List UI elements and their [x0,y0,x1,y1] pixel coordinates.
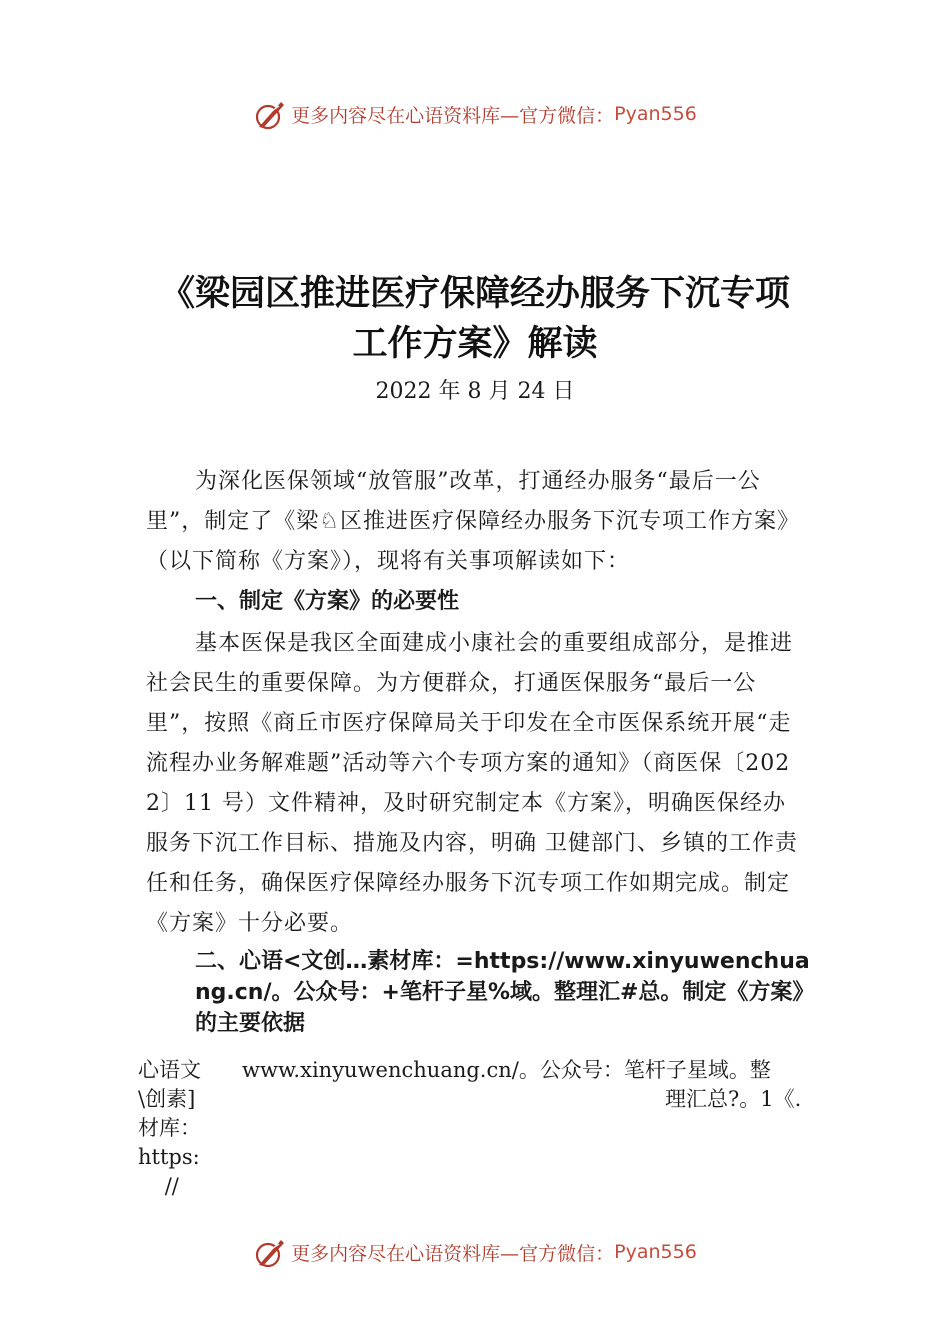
document-title-line-1: 《梁园区推进医疗保障经办服务下沉专项 [159,274,790,314]
watermark-banner-bottom [0,1232,950,1272]
quill-pen-icon [253,1235,287,1269]
section-1-heading: 一、制定《方案》的必要性 [195,589,460,614]
quill-pen-icon [253,97,287,131]
section-2-heading: 二、心语<文创…素材库：=https://www.xinyuwenchuang.cn/。公众号：+笔杆子星%域。整理汇#总。制定《方案》的主要依据 [195,949,815,1036]
watermark-fragment-right: 理汇总?。1《. [665,1087,802,1111]
document-title-line-2: 工作方案》解读 [352,324,598,364]
section-1-body: 基本医保是我区全面建成小康社会的重要组成部分，是推进社会民生的重要保障。为方便群众，打通医保服务“最后一公里”，按照《商丘市医疗保障局关于印发在全市医保系统开展“走流程办业务解难题”活动等六个专项方案的通知》（商医保〔2022〕11 号）文件精神，及时研究制定本《方案》，明确医保经办服务下沉工作目标、措施及内容，明确 卫健部门、乡镇的工作责任和任务，确保医疗保障经办服务下沉专项工作如期完成。制定《方案》十分必要。 [146,631,798,936]
banner-text: 更多内容尽在心语资料库—官方微信： [291,104,615,127]
watermark-fragment-middle: www.xinyuwenchuang.cn/。公众号：笔杆子星域。整 [242,1058,771,1082]
document-date: 2022 年 8 月 24 日 [375,379,575,404]
banner-handle: Pyan556 [614,1241,697,1263]
banner-handle: Pyan556 [614,103,697,125]
watermark-banner-top [0,94,950,134]
intro-paragraph: 为深化医保领域“放管服”改革，打通经办服务“最后一公里”，制定了《梁♘区推进医疗保障经办服务下沉专项工作方案》（以下简称《方案》），现将有关事项解读如下： [146,469,800,574]
banner-text: 更多内容尽在心语资料库—官方微信： [291,1242,615,1265]
watermark-fragment-left: 心语文 \创素] 材库： https: // [138,1058,201,1198]
